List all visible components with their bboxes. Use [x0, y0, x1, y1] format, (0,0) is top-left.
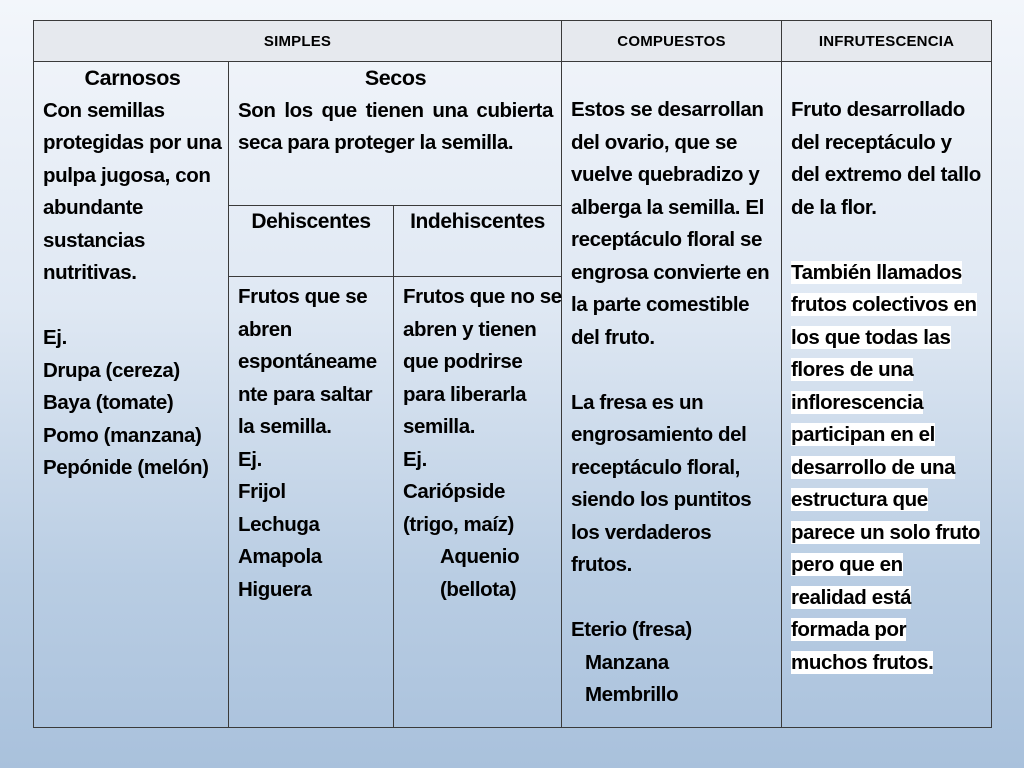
dehiscentes-title: Dehiscentes — [229, 206, 394, 277]
infrutescencia-line: estructura que — [791, 488, 928, 511]
indehiscentes-line: abren y tienen — [403, 317, 537, 341]
dehiscentes-cell — [229, 277, 394, 728]
compuestos-cell — [562, 62, 782, 728]
carnosos-line: abundante — [43, 196, 144, 219]
compuestos-line: Estos se desarrollan — [571, 98, 764, 121]
dehiscentes-line: espontáneame — [238, 350, 377, 373]
compuestos-line: receptáculo floral, — [571, 455, 740, 479]
compuestos-line: alberga la semilla. El — [571, 195, 764, 219]
indehiscentes-title: Indehiscentes — [394, 206, 562, 277]
dehiscentes-line: Lechuga — [238, 512, 320, 536]
infrutescencia-line: del extremo del tallo — [791, 163, 981, 186]
carnosos-example: Baya (tomate) — [43, 391, 174, 414]
carnosos-line: protegidas por una — [43, 131, 222, 154]
secos-cell — [229, 62, 562, 206]
compuestos-line: vuelve quebradizo y — [571, 163, 760, 186]
dehiscentes-line: Ej. — [238, 447, 262, 471]
indehiscentes-line: Cariópside — [403, 480, 505, 503]
compuestos-line: engrosa convierte en — [571, 260, 770, 284]
infrutescencia-line: los que todas las — [791, 325, 951, 349]
compuestos-example: Eterio (fresa) — [571, 618, 692, 641]
dehiscentes-line: Higuera — [238, 577, 312, 601]
infrutescencia-line: participan en el — [791, 423, 935, 446]
carnosos-example: Pepónide (melón) — [43, 456, 209, 479]
indehiscentes-line: Frutos que no se — [403, 285, 562, 308]
infrutescencia-line: También llamados — [791, 260, 962, 284]
carnosos-line: nutritivas. — [43, 261, 137, 284]
indehiscentes-line: (trigo, maíz) — [403, 512, 514, 536]
compuestos-line: receptáculo floral se — [571, 228, 762, 251]
compuestos-line: los verdaderos — [571, 520, 712, 544]
infrutescencia-line: realidad está — [791, 585, 912, 609]
carnosos-title: Carnosos — [84, 66, 181, 90]
carnosos-example: Pomo (manzana) — [43, 423, 202, 447]
indehiscentes-cell — [394, 277, 562, 728]
carnosos-example-label: Ej. — [43, 326, 67, 349]
indehiscentes-line: semilla. — [403, 415, 476, 438]
secos-title: Secos — [364, 66, 427, 90]
carnosos-line: sustancias — [43, 228, 145, 252]
dehiscentes-line: Amapola — [238, 545, 322, 568]
infrutescencia-line: pero que en — [791, 553, 903, 576]
carnosos-example: Drupa (cereza) — [43, 358, 180, 382]
header-simples: SIMPLES — [34, 21, 562, 62]
compuestos-line: del ovario, que se — [571, 130, 737, 154]
indehiscentes-line: (bellota) — [440, 577, 517, 601]
infrutescencia-line: del receptáculo y — [791, 130, 952, 154]
indehiscentes-line: Ej. — [403, 447, 427, 471]
fruit-classification-table — [33, 20, 992, 728]
infrutescencia-line: frutos colectivos en — [791, 293, 977, 316]
infrutescencia-line: Fruto desarrollado — [791, 98, 965, 121]
header-compuestos: COMPUESTOS — [562, 21, 782, 62]
compuestos-line: frutos. — [571, 553, 632, 576]
compuestos-line: engrosamiento del — [571, 423, 747, 446]
compuestos-line: del fruto. — [571, 325, 655, 349]
infrutescencia-line: inflorescencia — [791, 390, 924, 414]
carnosos-cell — [34, 62, 229, 728]
carnosos-line: pulpa jugosa, con — [43, 163, 211, 187]
compuestos-line: La fresa es un — [571, 390, 704, 414]
infrutescencia-line: formada por — [791, 618, 907, 641]
indehiscentes-line: Aquenio — [440, 545, 520, 568]
indehiscentes-line: que podrirse — [403, 350, 523, 373]
dehiscentes-line: abren — [238, 317, 292, 341]
compuestos-line: la parte comestible — [571, 293, 750, 316]
infrutescencia-line: desarrollo de una — [791, 455, 956, 479]
secos-description: Son los que tienen una cubierta seca para proteger la semilla. — [238, 98, 553, 154]
infrutescencia-line: de la flor. — [791, 195, 877, 219]
carnosos-line: Con semillas — [43, 98, 165, 122]
indehiscentes-line: para liberarla — [403, 382, 527, 406]
dehiscentes-line: nte para saltar — [238, 382, 373, 406]
header-infrutescencia: INFRUTESCENCIA — [782, 21, 992, 62]
dehiscentes-line: la semilla. — [238, 415, 332, 438]
infrutescencia-line: flores de una — [791, 358, 914, 381]
compuestos-example: Membrillo — [585, 683, 679, 706]
dehiscentes-line: Frutos que se — [238, 285, 368, 308]
infrutescencia-line: muchos frutos. — [791, 650, 934, 674]
infrutescencia-cell — [782, 62, 992, 728]
compuestos-example: Manzana — [585, 650, 669, 674]
infrutescencia-line: parece un solo fruto — [791, 520, 981, 544]
dehiscentes-line: Frijol — [238, 480, 286, 503]
compuestos-line: siendo los puntitos — [571, 488, 752, 511]
